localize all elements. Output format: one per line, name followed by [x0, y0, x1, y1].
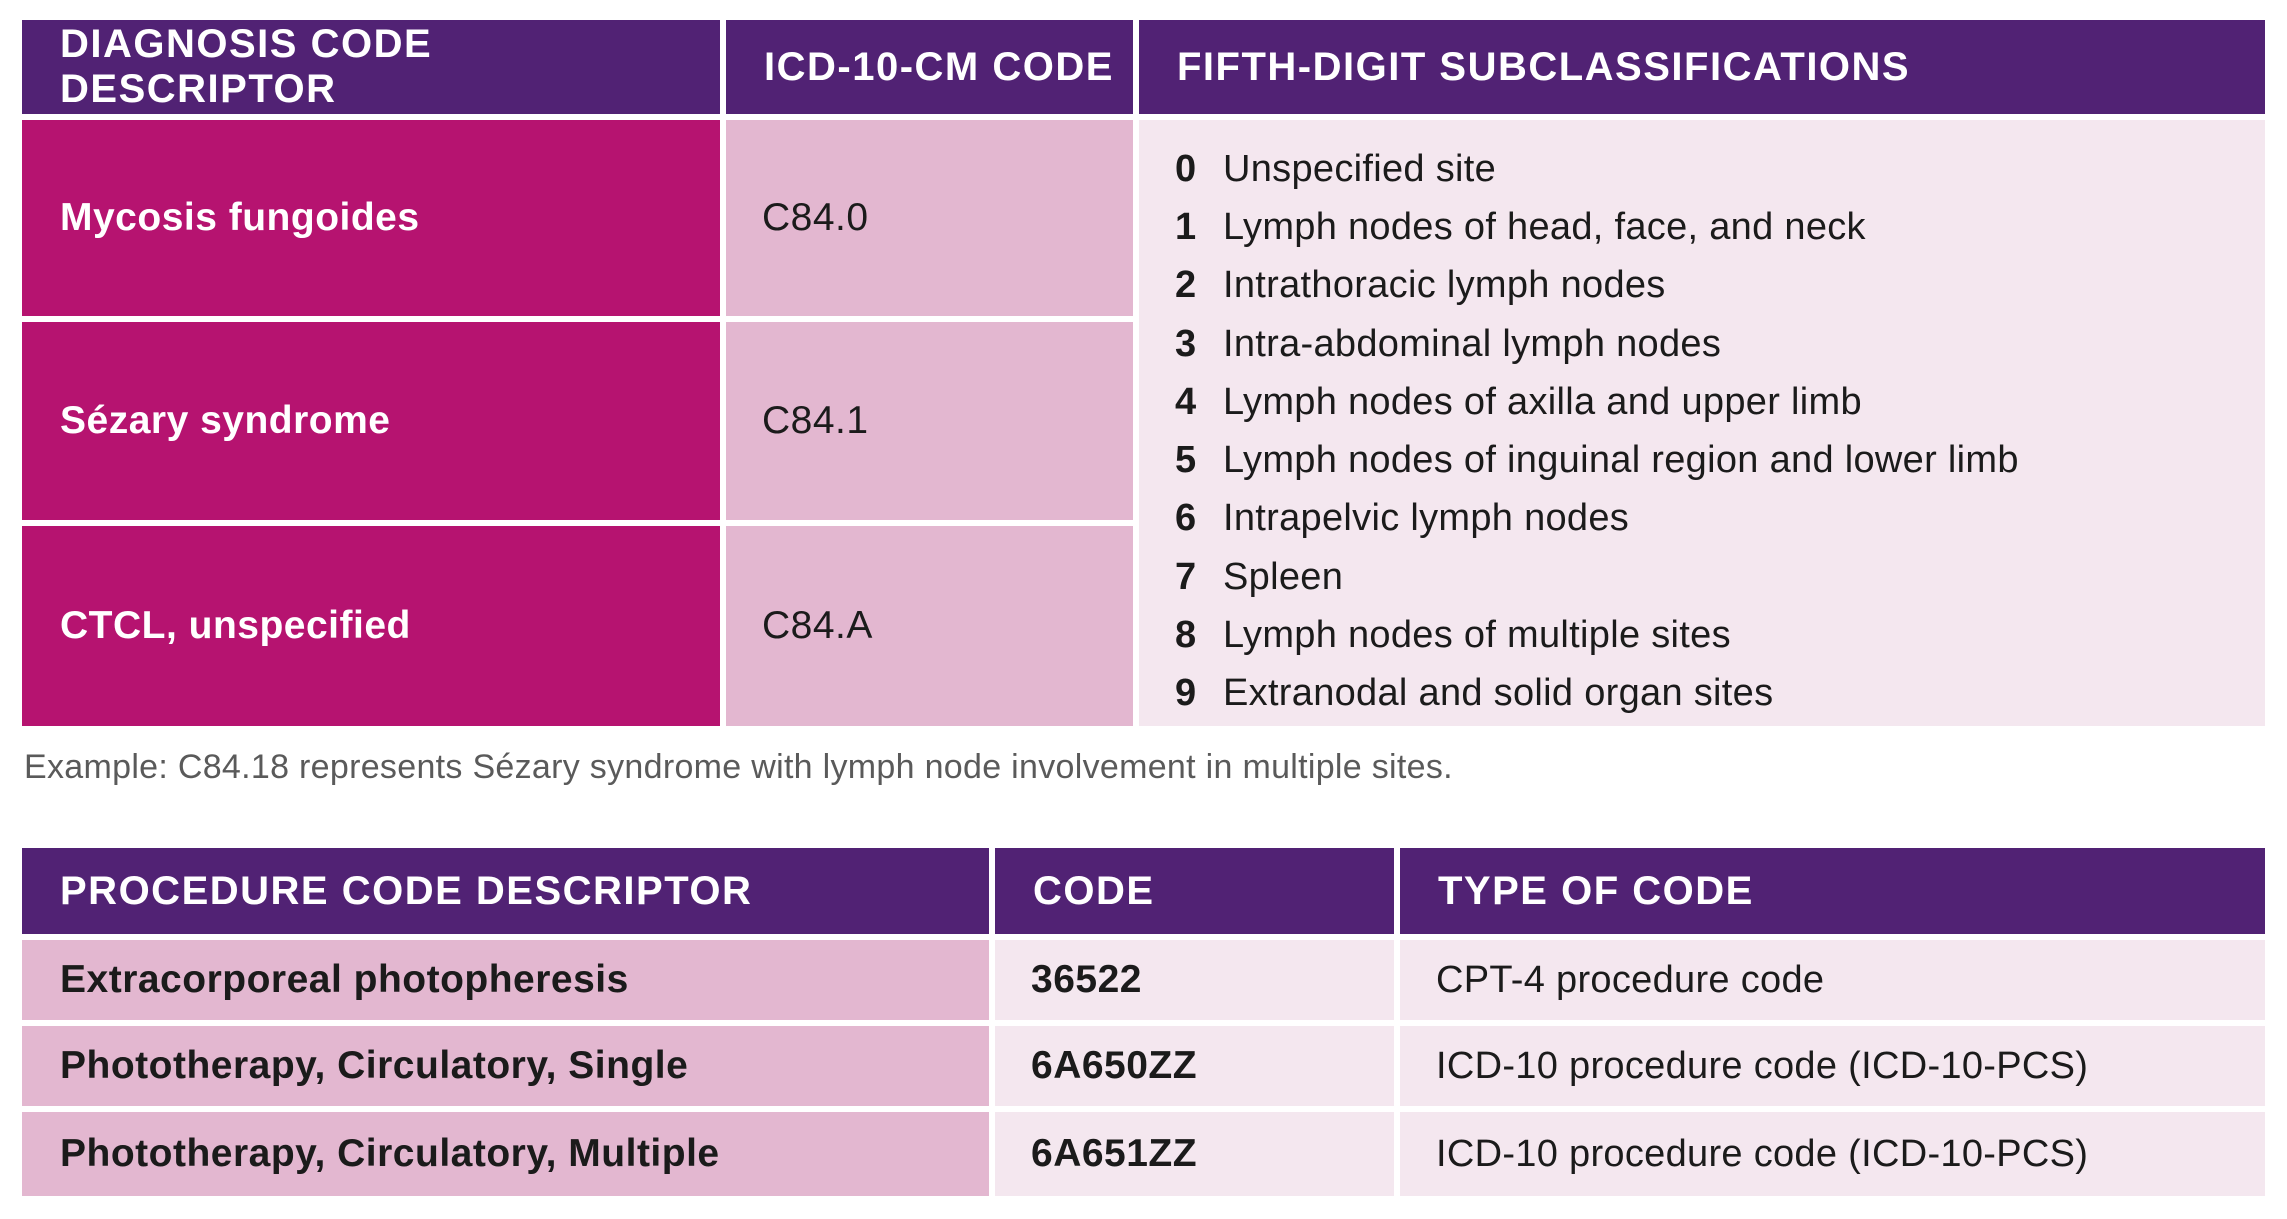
- subclassification-label: Lymph nodes of inguinal region and lower limb: [1223, 439, 2019, 482]
- subclassification-digit: 4: [1175, 380, 1197, 423]
- subclassification-item: [1175, 665, 2265, 723]
- subclassification-item: [1175, 431, 2265, 489]
- diagnosis-row-code: [726, 526, 1133, 726]
- procedure-row-descriptor: [22, 940, 989, 1020]
- procedure-row-descriptor: [22, 1026, 989, 1106]
- subclassification-item: [1175, 198, 2265, 256]
- procedure-row-code: [995, 1112, 1394, 1196]
- type-text: ICD-10 procedure code (ICD-10-PCS): [1436, 1044, 2089, 1087]
- procedure-header-descriptor: [22, 848, 989, 934]
- code-text: C84.1: [762, 399, 869, 442]
- header-label: PROCEDURE CODE DESCRIPTOR: [60, 868, 753, 913]
- subclassification-label: Extranodal and solid organ sites: [1223, 672, 1774, 715]
- diagnosis-row-descriptor: [22, 322, 720, 520]
- procedure-row-type: [1400, 940, 2265, 1020]
- type-text: CPT-4 procedure code: [1436, 958, 1825, 1001]
- subclassification-item: [1175, 315, 2265, 373]
- diagnosis-header-subclassifications: [1139, 20, 2265, 114]
- diagnosis-row-descriptor: [22, 120, 720, 316]
- procedure-header-type: [1400, 848, 2265, 934]
- descriptor-text: Mycosis fungoides: [60, 196, 420, 239]
- procedure-row-code: [995, 940, 1394, 1020]
- subclassification-label: Lymph nodes of multiple sites: [1223, 614, 1731, 657]
- subclassification-digit: 6: [1175, 497, 1197, 540]
- procedure-row-type: [1400, 1026, 2265, 1106]
- procedure-row-code: [995, 1026, 1394, 1106]
- subclassification-label: Spleen: [1223, 555, 1344, 598]
- descriptor-text: CTCL, unspecified: [60, 604, 411, 647]
- diagnosis-header-descriptor: [22, 20, 720, 114]
- diagnosis-row-descriptor: [22, 526, 720, 726]
- subclassification-list: [1139, 120, 2265, 726]
- subclassification-item: [1175, 140, 2265, 198]
- code-text: 6A650ZZ: [1031, 1044, 1198, 1087]
- subclassification-item: [1175, 373, 2265, 431]
- header-label: DIAGNOSIS CODE DESCRIPTOR: [60, 22, 433, 111]
- subclassification-digit: 7: [1175, 555, 1197, 598]
- descriptor-text: Phototherapy, Circulatory, Multiple: [60, 1132, 720, 1175]
- subclassification-digit: 5: [1175, 439, 1197, 482]
- subclassification-digit: 9: [1175, 672, 1197, 715]
- code-text: C84.A: [762, 604, 873, 647]
- header-label: CODE: [1033, 868, 1155, 913]
- subclassification-item: [1175, 548, 2265, 606]
- subclassification-label: Unspecified site: [1223, 147, 1497, 190]
- procedure-row-descriptor: [22, 1112, 989, 1196]
- diagnosis-header-code: [726, 20, 1133, 114]
- subclassification-item: [1175, 490, 2265, 548]
- descriptor-text: Extracorporeal photopheresis: [60, 958, 629, 1001]
- subclassification-item: [1175, 257, 2265, 315]
- code-text: 6A651ZZ: [1031, 1132, 1198, 1175]
- descriptor-text: Phototherapy, Circulatory, Single: [60, 1044, 689, 1087]
- type-text: ICD-10 procedure code (ICD-10-PCS): [1436, 1132, 2089, 1175]
- diagnosis-row-code: [726, 322, 1133, 520]
- header-label: FIFTH-DIGIT SUBCLASSIFICATIONS: [1177, 44, 1911, 89]
- header-label: ICD-10-CM CODE: [764, 44, 1114, 89]
- subclassification-label: Intrapelvic lymph nodes: [1223, 497, 1630, 540]
- subclassification-label: Lymph nodes of head, face, and neck: [1223, 205, 1866, 248]
- example-note: Example: C84.18 represents Sézary syndrome with lymph node involvement in multiple sites.: [24, 748, 1453, 786]
- code-text: C84.0: [762, 196, 869, 239]
- subclassification-label: Lymph nodes of axilla and upper limb: [1223, 380, 1862, 423]
- subclassification-label: Intrathoracic lymph nodes: [1223, 264, 1666, 307]
- diagnosis-row-code: [726, 120, 1133, 316]
- subclassification-digit: 8: [1175, 614, 1197, 657]
- subclassification-digit: 1: [1175, 205, 1197, 248]
- subclassification-digit: 0: [1175, 147, 1197, 190]
- procedure-row-type: [1400, 1112, 2265, 1196]
- descriptor-text: Sézary syndrome: [60, 399, 391, 442]
- subclassification-digit: 3: [1175, 322, 1197, 365]
- header-label: TYPE OF CODE: [1438, 868, 1754, 913]
- procedure-header-code: [995, 848, 1394, 934]
- subclassification-label: Intra-abdominal lymph nodes: [1223, 322, 1722, 365]
- subclassification-item: [1175, 606, 2265, 664]
- code-text: 36522: [1031, 958, 1142, 1001]
- subclassification-digit: 2: [1175, 264, 1197, 307]
